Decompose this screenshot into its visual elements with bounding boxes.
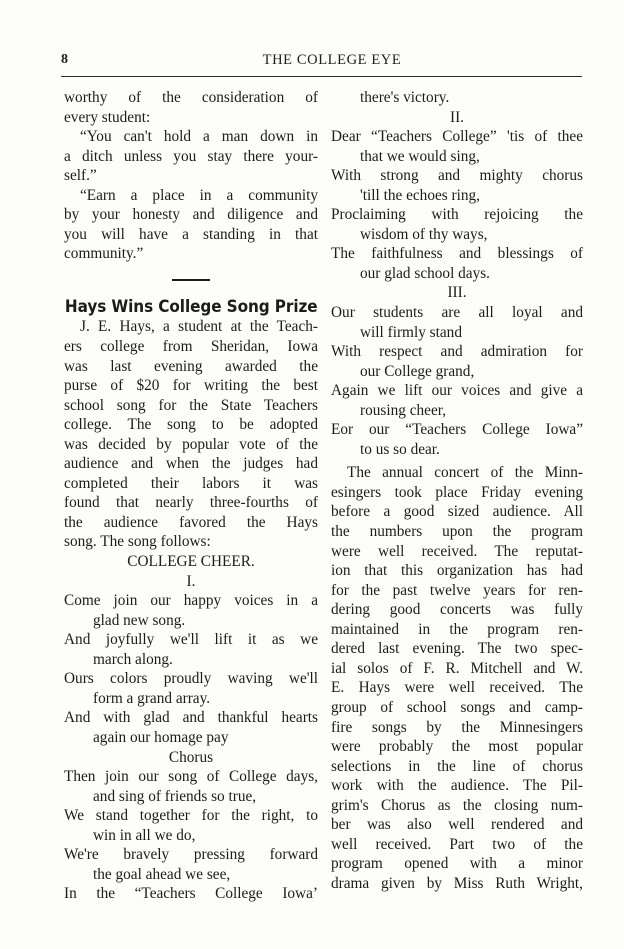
verse-line: In the “Teachers College Iowa’ <box>64 885 318 903</box>
verse-line-continued: our glad school days. <box>360 264 491 282</box>
text-line: ers college from Sheridan, Iowa <box>64 338 318 356</box>
quote-paragraph-1 <box>64 127 318 186</box>
article-body <box>64 317 318 552</box>
header-rule <box>61 76 582 77</box>
text-line: community.” <box>64 245 144 263</box>
text-line: was last evening awarded the <box>64 357 318 375</box>
verse-number: II. <box>449 108 464 126</box>
text-line: group of school songs and camp- <box>331 698 583 716</box>
text-line: was decided by popular vote of the <box>64 435 318 453</box>
verse-2 <box>331 127 583 283</box>
verse-line: Again we lift our voices and give a <box>331 382 583 400</box>
quote-paragraph-2 <box>64 186 318 264</box>
text-line: before a good sized audience. All <box>331 503 583 521</box>
text-line: completed their labors it was <box>64 474 318 492</box>
verse-line-continued: again our homage pay <box>93 728 229 746</box>
text-line: the audience favored the Hays <box>64 513 318 531</box>
text-line: program opened with a minor <box>331 855 583 873</box>
verse-line-continued: wisdom of thy ways, <box>360 225 488 243</box>
text-line: audience and when the judges had <box>64 455 318 473</box>
concert-article <box>331 463 583 893</box>
text-line: well received. Part two of the <box>331 835 583 853</box>
verse-line-continued: will firmly stand <box>360 323 462 341</box>
text-line: work with the audience. The Pil- <box>331 777 583 795</box>
song-title: COLLEGE CHEER. <box>127 553 255 571</box>
verse-line-continued: win in all we do, <box>93 826 196 844</box>
verse-line: Our students are all loyal and <box>331 304 583 322</box>
running-head: THE COLLEGE EYE <box>262 52 402 68</box>
continued-paragraph <box>64 88 318 127</box>
verse-line-continued: our College grand, <box>360 362 475 380</box>
text-line: fire songs by the Minnesingers <box>331 718 583 736</box>
text-line: “You can't hold a man down in <box>80 128 318 146</box>
text-line: song. The song follows: <box>64 533 211 551</box>
text-line: school song for the State Teachers <box>64 396 318 414</box>
verse-3 <box>331 303 583 459</box>
verse-number: I. <box>186 572 196 590</box>
text-line: J. E. Hays, a student at the Teach- <box>80 318 318 336</box>
text-line: drama given by Miss Ruth Wright, <box>331 874 583 892</box>
verse-line-continued: the goal ahead we see, <box>93 865 231 883</box>
text-line: ial solos of F. R. Mitchell and W. <box>331 659 583 677</box>
text-line: by your honesty and diligence and <box>64 206 318 224</box>
text-line: dering good concerts was fully <box>331 601 583 619</box>
verse-line-continued: 'till the echoes ring, <box>360 186 480 204</box>
text-line: every student: <box>64 108 151 126</box>
verse-line-continued: to us so dear. <box>360 440 440 458</box>
verse-line-continued: form a grand array. <box>93 689 211 707</box>
verse-1 <box>64 591 318 747</box>
text-line: esingers took place Friday evening <box>331 483 583 501</box>
verse-line: Dear “Teachers College” 'tis of thee <box>331 128 583 146</box>
text-line: were well received. The reputat- <box>331 542 583 560</box>
verse-line-continued: rousing cheer, <box>360 401 447 419</box>
verse-line: With strong and mighty chorus <box>331 167 583 185</box>
verse-line: The faithfulness and blessings of <box>331 245 583 263</box>
verse-line-continued: that we would sing, <box>360 147 480 165</box>
text-line: ion that this organization has had <box>331 562 583 580</box>
text-line: “Earn a place in a community <box>80 186 318 204</box>
right-column <box>331 88 583 893</box>
text-line: E. Hays were well received. The <box>331 679 583 697</box>
verse-line: We're bravely pressing forward <box>64 846 318 864</box>
verse-line-continued: there's victory. <box>360 89 450 106</box>
text-line: college. The song to be adopted <box>64 416 318 434</box>
article-headline: Hays Wins College Song Prize <box>64 296 318 316</box>
text-line: found that nearly three-fourths of <box>64 494 318 512</box>
verse-line-continued: march along. <box>93 650 173 668</box>
text-line: grim's Chorus as the closing num- <box>331 796 583 814</box>
verse-line: With respect and admiration for <box>331 343 583 361</box>
chorus-label: Chorus <box>168 748 214 766</box>
left-column <box>64 88 318 904</box>
text-line: the numbers upon the program <box>331 523 583 541</box>
verse-line: And joyfully we'll lift it as we <box>64 631 318 649</box>
text-line: The annual concert of the Minn- <box>347 464 583 482</box>
verse-number: III. <box>447 284 467 302</box>
article-separator <box>172 279 210 281</box>
text-line: ber was also well rendered and <box>331 816 583 834</box>
page-number: 8 <box>61 52 68 67</box>
text-line: were probably the most popular <box>331 738 583 756</box>
verse-line: Proclaiming with rejoicing the <box>331 206 583 224</box>
text-line: self.” <box>64 167 97 185</box>
text-line: worthy of the consideration of <box>64 89 318 106</box>
verse-line: And with glad and thankful hearts <box>64 709 318 727</box>
verse-line-continued: glad new song. <box>93 611 186 629</box>
verse-line: Then join our song of College days, <box>64 768 318 786</box>
text-line: selections in the line of chorus <box>331 757 583 775</box>
verse-line: Come join our happy voices in a <box>64 592 318 610</box>
verse-line-continued: and sing of friends so true, <box>93 787 257 805</box>
chorus <box>64 767 318 904</box>
text-line: you will have a standing in that <box>64 225 318 243</box>
verse-line: We stand together for the right, to <box>64 807 318 825</box>
verse-line: Eor our “Teachers College Iowa” <box>331 421 583 439</box>
text-line: dered last evening. The two spec- <box>331 640 583 658</box>
text-line: a ditch unless you stay there your- <box>64 147 318 165</box>
verse-line: Ours colors proudly waving we'll <box>64 670 318 688</box>
text-line: maintained in the program ren- <box>331 620 583 638</box>
text-line: purse of $20 for writing the best <box>64 377 318 395</box>
text-line: for the past twelve years for ren- <box>331 581 583 599</box>
